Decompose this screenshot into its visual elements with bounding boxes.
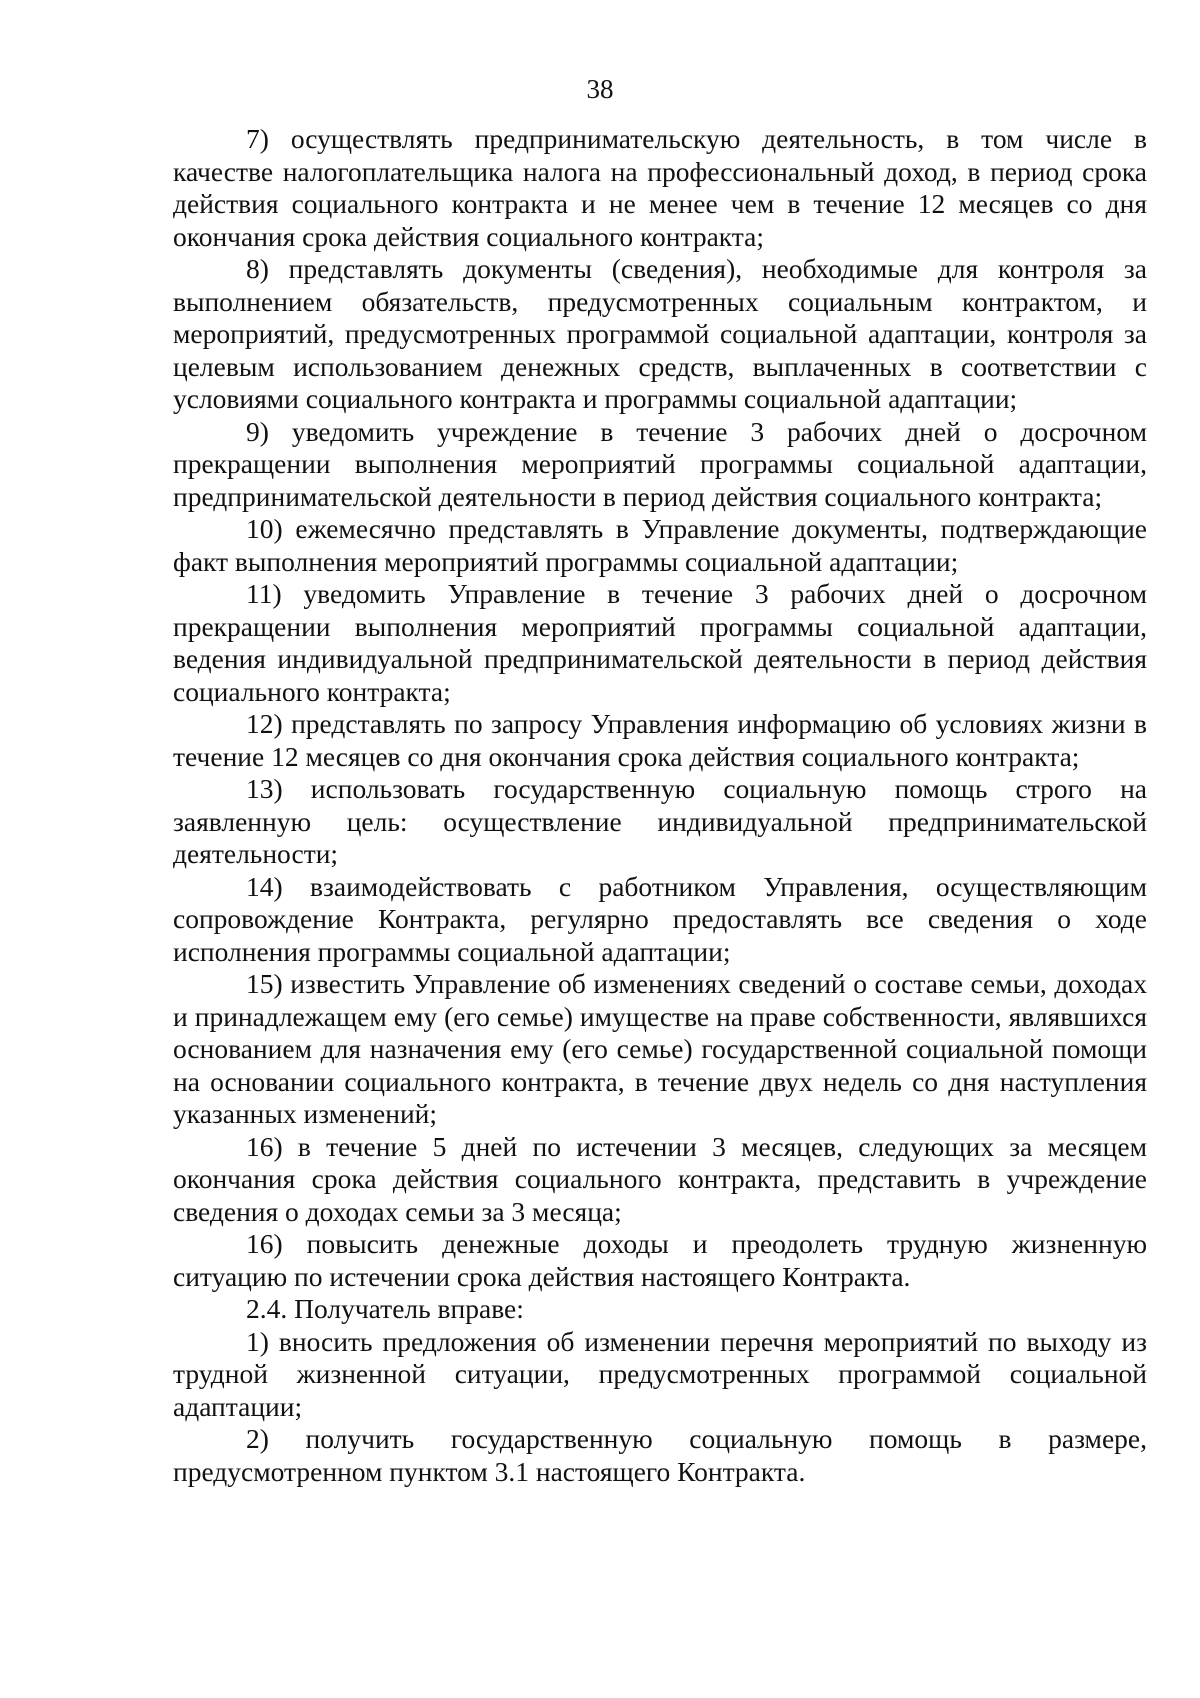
paragraph-item-13: 13) использовать государственную социальную помощь строго на заявленную цель: осуществление индивидуальной предпринимательской деятельности;: [173, 773, 1147, 869]
paragraph-right-1: 1) вносить предложения об изменении перечня мероприятий по выходу из трудной жизненной ситуации, предусмотренных программой социальной адаптации;: [173, 1325, 1147, 1422]
paragraph-item-12: 12) представлять по запросу Управления информацию об условиях жизни в течение 12 месяцев со дня окончания срока действия социального контракта;: [173, 708, 1147, 772]
section-heading-2-4: 2.4. Получатель вправе:: [246, 1293, 524, 1324]
paragraph-item-10: 10) ежемесячно представлять в Управление документы, подтверждающие факт выполнения мероприятий программы социальной адаптации;: [173, 513, 1147, 577]
paragraph-item-14: 14) взаимодействовать с работником Управления, осуществляющим сопровождение Контракта, регулярно предоставлять все сведения о ходе исполнения программы социальной адаптации;: [173, 870, 1147, 967]
paragraph-item-7: 7) осуществлять предпринимательскую деятельность, в том числе в качестве налогоплательщика налога на профессиональный доход, в период срока действия социального контракта и не менее чем в течение 12 месяцев со дня окончания срока действия социального контракта;: [173, 123, 1147, 252]
document-body: [173, 123, 1147, 1488]
paragraph-right-2: 2) получить государственную социальную помощь в размере, предусмотренном пунктом 3.1 настоящего Контракта.: [173, 1423, 1147, 1487]
page-number: 38: [586, 74, 614, 104]
paragraph-item-9: 9) уведомить учреждение в течение 3 рабочих дней о досрочном прекращении выполнения мероприятий программы социальной адаптации, предпринимательской деятельности в период действия социального контракта;: [173, 415, 1147, 512]
paragraph-item-15: 15) известить Управление об изменениях сведений о составе семьи, доходах и принадлежащем ему (его семье) имуществе на праве собственности, являвшихся основанием для назначения ему (его семье) государственной социальной помощи на основании социального контракта, в течение двух недель со дня наступления указанных изменений;: [173, 968, 1147, 1129]
paragraph-item-8: 8) представлять документы (сведения), необходимые для контроля за выполнением обязательств, предусмотренных социальным контрактом, и мероприятий, предусмотренных программой социальной адаптации, контроля за целевым использованием денежных средств, выплаченных в соответствии с условиями социального контракта и программы социальной адаптации;: [173, 253, 1147, 414]
paragraph-item-16b: 16) повысить денежные доходы и преодолеть трудную жизненную ситуацию по истечении срока действия настоящего Контракта.: [173, 1228, 1147, 1292]
paragraph-item-16a: 16) в течение 5 дней по истечении 3 месяцев, следующих за месяцем окончания срока действия социального контракта, представить в учреждение сведения о доходах семьи за 3 месяца;: [173, 1130, 1147, 1227]
paragraph-item-11: 11) уведомить Управление в течение 3 рабочих дней о досрочном прекращении выполнения мероприятий программы социальной адаптации, ведения индивидуальной предпринимательской деятельности в период действия социального контракта;: [173, 578, 1147, 707]
